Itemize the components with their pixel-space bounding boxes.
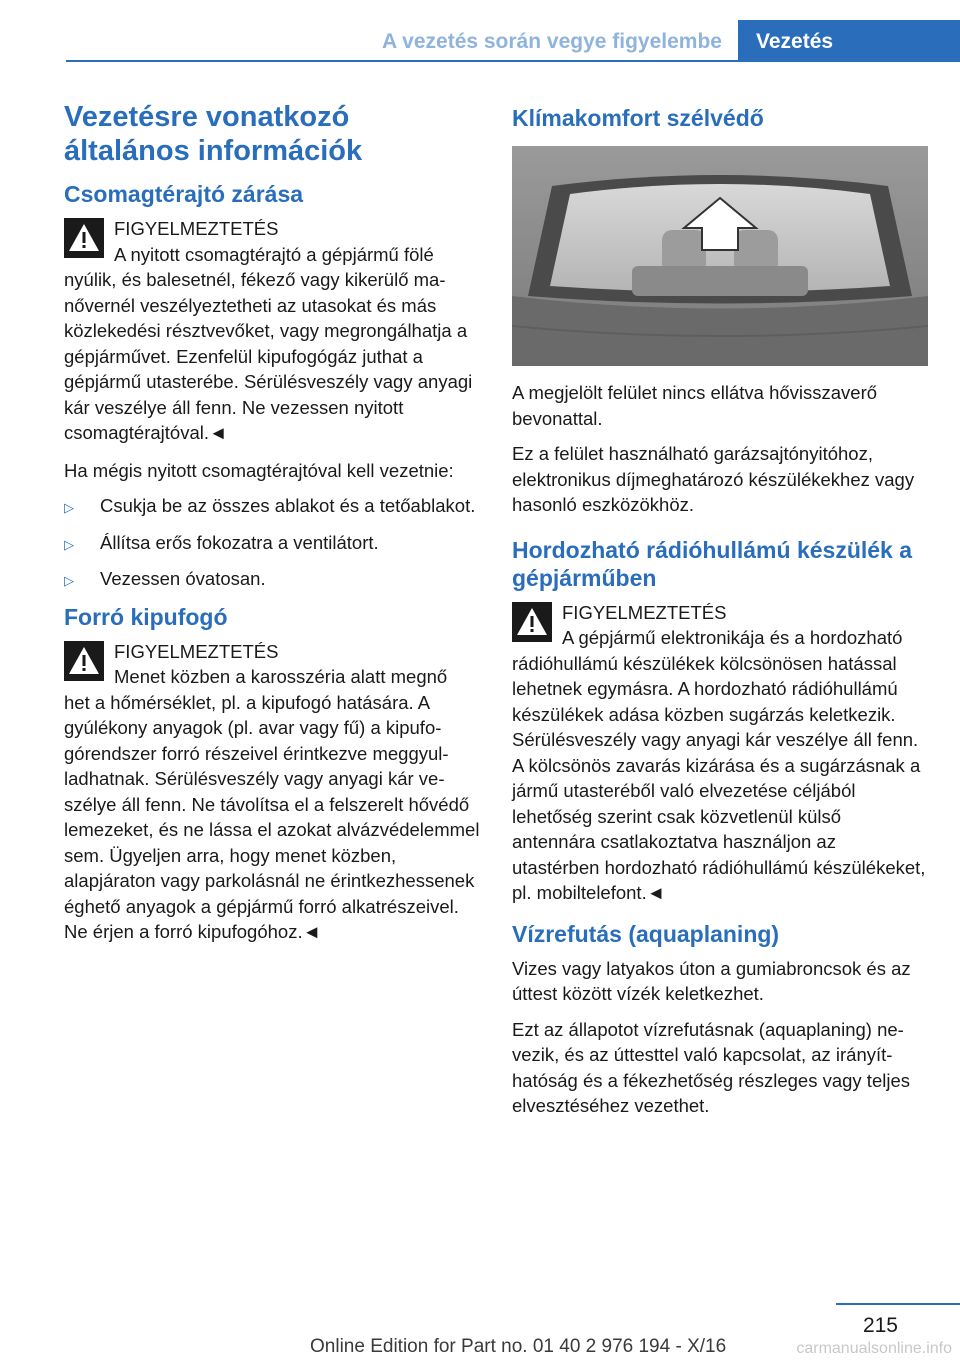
- warning-first-line: Menet közben a karosszéria alatt megnő: [114, 666, 448, 687]
- right-column: [512, 100, 928, 1129]
- warning-label: FIGYELMEZTETÉS: [114, 218, 279, 239]
- paragraph-intro: Ha mégis nyitott csomagtérajtóval kell vezetnie:: [64, 459, 454, 481]
- list-item: [64, 530, 480, 556]
- section-heading-tailgate: Csomagtérajtó zárása: [64, 181, 304, 207]
- list-item-text: Csukja be az összes ablakot és a tetőablakot.: [100, 495, 476, 516]
- watermark: carmanualsonline.info: [796, 1340, 952, 1357]
- page-title: Vezetésre vonatkozó általános információk: [64, 101, 363, 167]
- footer-rule: [836, 1303, 960, 1305]
- paragraph-aquaplaning-1: Vizes vagy latyakos úton a gumiabroncsok és az úttest között vízék keletkezhet.: [512, 957, 911, 1004]
- warning-first-line: A nyitott csomagtérajtó a gépjármű fölé: [114, 243, 434, 265]
- warning-label: FIGYELMEZTETÉS: [562, 601, 727, 623]
- list-item: [64, 566, 480, 592]
- paragraph-windshield-1: A megjelölt felület nincs ellátva hővisszaverő bevonattal.: [512, 382, 878, 429]
- left-column: [64, 100, 480, 957]
- section-heading-exhaust: Forró kipufogó: [64, 603, 228, 630]
- warning-text: het a hőmérséklet, pl. a kipufogó hatására. A gyúlékony anyagok (pl. avar vagy fű) a kipufogórendszer forró részeivel érintkezve meggyulladhatnak. Sérülésveszély vagy anyagi kár veszélye áll fenn. Ne távolítsa el a felszerelt hővédő lemezeket, és ne lássa el azokat alvázvédelemmel sem. Ügyeljen arra, hogy menet közben, alapjáraton vagy parkolásnál ne érintkezhessenek éghető anyagok a gépjármű forró alkatrészeivel. Ne érjen a forró kipufogóhoz.◄: [64, 691, 480, 942]
- windshield-photo: [512, 146, 928, 366]
- triangle-right-icon: ▷: [64, 536, 74, 552]
- warning-tailgate: [64, 216, 480, 446]
- paragraph-aquaplaning-2: Ezt az állapotot vízrefutásnak (aquaplaning) nevezik, és az úttesttel való kapcsolat, az irányíthatóság és a fékezhetőség részleges vagy teljes elvesztéséhez vezethet.: [512, 1018, 910, 1116]
- breadcrumb: A vezetés során vegye figyelembe: [381, 30, 722, 53]
- warning-exhaust: [64, 639, 480, 945]
- page-number: 215: [862, 1314, 898, 1337]
- list-item-text: Állítsa erős fokozatra a ventilátort.: [100, 531, 379, 553]
- warning-triangle-icon: [64, 218, 104, 258]
- section-heading-aquaplaning: Vízrefutás (aquaplaning): [512, 920, 780, 947]
- list-item: [64, 493, 480, 519]
- warning-triangle-icon: [64, 641, 104, 681]
- header-rule: [66, 60, 960, 62]
- warning-triangle-icon: [512, 602, 552, 642]
- paragraph-windshield-2: Ez a felület használható garázsajtónyitóhoz, elektronikus díjmeghatározó készülékekhez vagy hasonló eszközökhöz.: [512, 443, 915, 515]
- warning-radio: [512, 600, 928, 906]
- page-header: [0, 0, 960, 62]
- section-heading-windshield: Klímakomfort szélvédő: [512, 105, 764, 131]
- triangle-right-icon: ▷: [64, 573, 74, 588]
- edition-note: Online Edition for Part no. 01 40 2 976 194 - X/16: [310, 1336, 727, 1357]
- triangle-right-icon: ▷: [64, 500, 74, 515]
- bullet-list: [64, 493, 480, 592]
- warning-text: rádióhullámú készülékek kölcsönösen hatással lehetnek egymásra. A hordozható rádióhullámú készülékek adása közben sugárzás keletkezik. Sérülésveszély vagy anyagi kár veszélye áll fenn. A kölcsönös zavarás kizárása és a sugárzásnak a jármű utasteréből való elvezetése céljából lehetőség szerint csak közvetlenül külső antennára csatlakoztatva használjon az utastérben hordozható rádióhullámú készülékeket, pl. mobiltelefont.◄: [512, 652, 926, 903]
- warning-label: FIGYELMEZTETÉS: [114, 640, 279, 662]
- warning-first-line: A gépjármű elektronikája és a hordozható: [562, 627, 903, 648]
- section-heading-radio: Hordozható rádióhullámú készülék a gépjárműben: [512, 536, 913, 591]
- list-item-text: Vezessen óvatosan.: [100, 568, 266, 589]
- chapter-tab: Vezetés: [738, 20, 960, 62]
- warning-text: nyúlik, és balesetnél, fékező vagy kikerülő manővernél veszélyeztetheti az utasokat és más közlekedési résztvevőket, vagy megrongálhatja a gépjárművet. Ezenfelül kipufogógáz juthat a gépjármű utasterébe. Sérülésveszély vagy anyagi kár veszélye áll fenn. Ne vezessen nyitott csomagtérajtóval.◄: [64, 269, 473, 443]
